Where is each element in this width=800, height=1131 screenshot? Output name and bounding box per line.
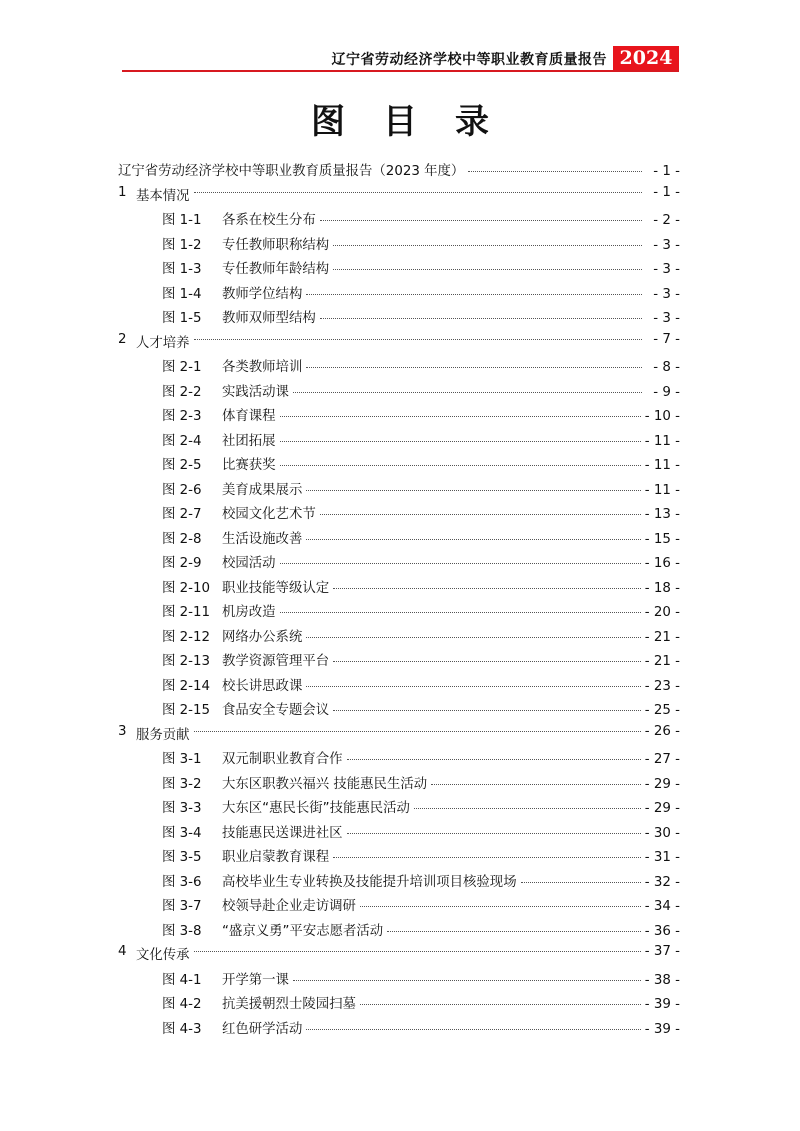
toc-entry-text: 大东区“惠民长街”技能惠民活动 — [222, 801, 410, 816]
toc-entry-number: 2 — [118, 331, 127, 347]
toc-page-number: - 25 - — [644, 703, 680, 718]
toc-figure-entry[interactable] — [118, 381, 680, 406]
toc-dot-leader — [468, 171, 642, 172]
toc-page-number: - 3 - — [653, 237, 680, 253]
toc-entry-number: 4 — [118, 944, 127, 959]
toc-entry-text: 体育课程 — [222, 409, 276, 424]
toc-entry-number: 图 2-4 — [162, 433, 202, 449]
toc-figure-entry[interactable] — [118, 871, 680, 896]
toc-dot-leader — [347, 759, 641, 760]
toc-dot-leader — [306, 686, 640, 687]
toc-entry-text: 文化传承 — [136, 948, 190, 963]
page-header — [122, 46, 679, 72]
toc-entry-number: 图 2-13 — [162, 654, 211, 669]
toc-dot-leader — [280, 612, 641, 613]
toc-page-number: - 32 - — [644, 874, 680, 890]
toc-dot-leader — [360, 906, 641, 907]
toc-section-entry[interactable] — [118, 724, 680, 749]
toc-entry-text: 食品安全专题会议 — [222, 703, 330, 718]
toc-figure-entry[interactable] — [118, 307, 680, 332]
toc-entry-text: 职业启蒙教育课程 — [222, 850, 330, 865]
toc-page-number: - 13 - — [644, 507, 680, 522]
toc-entry-label — [162, 993, 356, 1012]
toc-page-number: - 3 - — [653, 262, 680, 277]
toc-figure-entry[interactable] — [118, 430, 680, 455]
toc-entry-text: 比赛获奖 — [222, 458, 276, 473]
toc-figure-entry[interactable] — [118, 797, 680, 822]
toc-entry-number: 3 — [118, 723, 127, 739]
toc-page-number: - 29 - — [644, 776, 680, 792]
toc-entry-text: 社团拓展 — [222, 433, 276, 449]
toc-entry-label — [162, 650, 329, 669]
toc-entry-label — [162, 748, 343, 767]
toc-page-number: - 37 - — [644, 944, 680, 959]
toc-entry-label — [118, 944, 190, 963]
toc-entry-number: 图 2-2 — [162, 384, 202, 400]
toc-entry-number: 图 2-3 — [162, 409, 202, 424]
toc-figure-entry[interactable] — [118, 209, 680, 234]
toc-dot-leader — [306, 294, 642, 295]
toc-page-number: - 21 - — [644, 629, 680, 645]
toc-entry-number: 图 3-5 — [162, 850, 202, 865]
toc-entry-label — [162, 822, 343, 841]
toc-entry-label — [162, 797, 410, 816]
toc-entry-text: 专任教师年龄结构 — [222, 262, 330, 277]
toc-page-number: - 18 - — [644, 580, 680, 596]
toc-entry-label — [162, 601, 276, 620]
header-title: 辽宁省劳动经济学校中等职业教育质量报告 — [331, 52, 607, 68]
toc-entry-text: “盛京义勇”平安志愿者活动 — [222, 923, 384, 939]
toc-entry-number: 图 3-7 — [162, 899, 202, 914]
toc-figure-entry[interactable] — [118, 822, 680, 847]
toc-page-number: - 11 - — [644, 458, 680, 473]
toc-dot-leader — [194, 731, 641, 732]
toc-entry-label — [162, 356, 302, 375]
toc-page-number: - 16 - — [644, 556, 680, 571]
toc-page-number: - 10 - — [644, 409, 680, 424]
toc-dot-leader — [320, 514, 641, 515]
toc-entry-number: 图 2-7 — [162, 507, 202, 522]
toc-page-number: - 39 - — [644, 1021, 680, 1037]
toc-entry-number: 图 2-14 — [162, 678, 211, 694]
toc-entry-label — [162, 430, 276, 449]
toc-entry-number: 图 2-10 — [162, 580, 211, 596]
toc-dot-leader — [431, 784, 641, 785]
toc-figure-entry[interactable] — [118, 234, 680, 259]
toc-dot-leader — [414, 808, 641, 809]
toc-entry-text: 专任教师职称结构 — [222, 237, 330, 253]
toc-figure-entry[interactable] — [118, 920, 680, 945]
toc-dot-leader — [333, 661, 641, 662]
toc-dot-leader — [333, 857, 641, 858]
toc-figure-entry[interactable] — [118, 993, 680, 1018]
toc-dot-leader — [280, 416, 641, 417]
toc-entry-number: 图 1-4 — [162, 286, 202, 302]
toc-entry-text: 大东区职教兴福兴 技能惠民生活动 — [222, 776, 428, 792]
toc-page-number: - 36 - — [644, 923, 680, 939]
toc-dot-leader — [347, 833, 641, 834]
toc-figure-entry[interactable] — [118, 454, 680, 479]
toc-entry-label — [162, 895, 356, 914]
toc-entry-number: 图 4-2 — [162, 997, 202, 1012]
toc-figure-entry[interactable] — [118, 626, 680, 651]
toc-entry-text: 校长讲思政课 — [222, 678, 303, 694]
toc-entry-number: 图 4-3 — [162, 1021, 202, 1037]
toc-page-number: - 1 - — [653, 164, 680, 179]
toc-entry-text: 红色研学活动 — [222, 1021, 303, 1037]
toc-entry-number: 图 3-3 — [162, 801, 202, 816]
toc-entry-label — [162, 503, 316, 522]
toc-dot-leader — [333, 710, 641, 711]
toc-entry-text: 职业技能等级认定 — [222, 580, 330, 596]
toc-dot-leader — [333, 588, 641, 589]
toc-entry-text: 抗美援朝烈士陵园扫墓 — [222, 997, 356, 1012]
toc-entry-label — [162, 577, 329, 596]
toc-entry-text: 服务贡献 — [136, 727, 190, 743]
toc-dot-leader — [293, 980, 641, 981]
toc-entry-label — [162, 675, 302, 694]
toc-entry-label — [162, 454, 276, 473]
toc-figure-entry[interactable] — [118, 748, 680, 773]
toc-entry-label — [162, 307, 316, 326]
toc-figure-entry[interactable] — [118, 846, 680, 871]
toc-entry-label — [162, 773, 427, 792]
toc-entry-label — [162, 258, 329, 277]
toc-dot-leader — [360, 1004, 641, 1005]
toc-section-entry[interactable] — [118, 944, 680, 969]
toc-entry-text: 各类教师培训 — [222, 360, 303, 375]
toc-page-number: - 20 - — [644, 605, 680, 620]
toc-dot-leader — [194, 339, 642, 340]
toc-dot-leader — [320, 318, 642, 319]
toc-figure-entry[interactable] — [118, 699, 680, 724]
toc-page-number: - 23 - — [644, 678, 680, 694]
toc-entry-number: 1 — [118, 184, 127, 200]
toc-dot-leader — [306, 637, 640, 638]
toc-entry-number: 图 2-6 — [162, 482, 202, 498]
toc-entry-number: 图 3-2 — [162, 776, 202, 792]
toc-entry-number: 图 3-8 — [162, 923, 202, 939]
toc-entry-text: 高校毕业生专业转换及技能提升培训项目核验现场 — [222, 874, 517, 890]
toc-entry-number: 图 3-6 — [162, 874, 202, 890]
toc-figure-entry[interactable] — [118, 675, 680, 700]
toc-entry-number: 图 3-4 — [162, 825, 202, 841]
toc-dot-leader — [521, 882, 641, 883]
toc-figure-entry[interactable] — [118, 601, 680, 626]
toc-page-number: - 29 - — [644, 801, 680, 816]
toc-dot-leader — [333, 269, 642, 270]
toc-entry-label — [162, 871, 517, 890]
toc-page-number: - 39 - — [644, 997, 680, 1012]
header-year-badge: 2024 — [613, 46, 679, 70]
toc-entry-text: 美育成果展示 — [222, 482, 303, 498]
toc-entry-number: 图 1-2 — [162, 237, 202, 253]
toc-dot-leader — [306, 490, 640, 491]
toc-page-number: - 3 - — [653, 311, 680, 326]
toc-entry-label — [162, 528, 302, 547]
toc-entry-number: 图 2-5 — [162, 458, 202, 473]
toc-page-number: - 26 - — [644, 723, 680, 739]
toc-entry-text: 校园文化艺术节 — [222, 507, 316, 522]
toc-dot-leader — [320, 220, 642, 221]
toc-entry-label — [162, 234, 329, 253]
toc-entry-label — [118, 185, 190, 204]
toc-entry-label — [162, 699, 329, 718]
toc-entry-text: 生活设施改善 — [222, 531, 303, 547]
toc-entry-text: 技能惠民送课进社区 — [222, 825, 343, 841]
toc-entry-text: 机房改造 — [222, 605, 276, 620]
toc-entry-text: 基本情况 — [136, 188, 190, 204]
toc-entry-text: 网络办公系统 — [222, 629, 303, 645]
toc-entry-label — [118, 332, 190, 351]
toc-page-number: - 7 - — [653, 331, 680, 347]
toc-entry-label — [162, 479, 302, 498]
toc-page-number: - 31 - — [644, 850, 680, 865]
toc-dot-leader — [194, 951, 641, 952]
toc-entry-number: 图 2-1 — [162, 360, 202, 375]
toc-figure-entry[interactable] — [118, 356, 680, 381]
toc-dot-leader — [194, 192, 642, 193]
toc-figure-entry[interactable] — [118, 405, 680, 430]
toc-page-number: - 8 - — [653, 360, 680, 375]
toc-page-number: - 9 - — [653, 384, 680, 400]
toc-page-number: - 30 - — [644, 825, 680, 841]
toc-entry-label — [162, 381, 289, 400]
toc-page-number: - 15 - — [644, 531, 680, 547]
toc-figure-entry[interactable] — [118, 969, 680, 994]
toc-entry-number: 图 2-11 — [162, 605, 211, 620]
toc-figure-entry[interactable] — [118, 479, 680, 504]
toc-figure-entry[interactable] — [118, 283, 680, 308]
toc-entry-label — [162, 1018, 302, 1037]
toc-figure-entry[interactable] — [118, 577, 680, 602]
toc-page-number: - 38 - — [644, 972, 680, 988]
toc-entry-text: 双元制职业教育合作 — [222, 752, 343, 767]
toc-section-entry[interactable] — [118, 185, 680, 210]
toc-entry-text: 开学第一课 — [222, 972, 289, 988]
toc-figure-entry[interactable] — [118, 503, 680, 528]
toc-page-number: - 27 - — [644, 752, 680, 767]
toc-page-number: - 34 - — [644, 899, 680, 914]
toc-page-number: - 3 - — [653, 286, 680, 302]
toc-entry-text: 实践活动课 — [222, 384, 289, 400]
toc-entry-label — [162, 920, 383, 939]
toc-figure-entry[interactable] — [118, 1018, 680, 1043]
toc-entry-label — [162, 626, 302, 645]
toc-page-number: - 1 - — [653, 184, 680, 200]
toc-figure-entry[interactable] — [118, 895, 680, 920]
toc-entry-text: 教学资源管理平台 — [222, 654, 330, 669]
toc-entry-label — [162, 209, 316, 228]
toc-dot-leader — [306, 367, 642, 368]
toc-page-number: - 21 - — [644, 654, 680, 669]
toc-entry-label — [162, 846, 329, 865]
toc-page-number: - 11 - — [644, 482, 680, 498]
toc-entry-label — [118, 160, 464, 179]
toc-entry-number: 图 4-1 — [162, 972, 202, 988]
toc-entry-number: 图 2-8 — [162, 531, 202, 547]
toc-entry-number: 图 1-5 — [162, 311, 202, 326]
toc-dot-leader — [306, 1029, 640, 1030]
toc-page-number: - 2 - — [653, 213, 680, 228]
toc-figure-entry[interactable] — [118, 528, 680, 553]
toc-entry-number: 图 2-15 — [162, 703, 211, 718]
toc-page-number: - 11 - — [644, 433, 680, 449]
toc-entry-text: 校领导赴企业走访调研 — [222, 899, 356, 914]
toc-figure-entry[interactable] — [118, 552, 680, 577]
toc-figure-entry[interactable] — [118, 258, 680, 283]
toc-entry-text: 校园活动 — [222, 556, 276, 571]
toc-dot-leader — [280, 563, 641, 564]
toc-entry-label — [162, 405, 276, 424]
toc-entry-number: 图 1-3 — [162, 262, 202, 277]
toc-entry-number: 图 3-1 — [162, 752, 202, 767]
page-title: 图目录 — [311, 102, 527, 142]
toc-dot-leader — [280, 465, 641, 466]
toc-dot-leader — [387, 931, 641, 932]
toc-entry-text: 教师双师型结构 — [222, 311, 316, 326]
toc-entry-label — [162, 552, 276, 571]
toc-entry-label — [118, 724, 190, 743]
toc-dot-leader — [333, 245, 642, 246]
toc-dot-leader — [306, 539, 640, 540]
toc-section-entry[interactable] — [118, 332, 680, 357]
toc-entry-text: 辽宁省劳动经济学校中等职业教育质量报告（2023 年度） — [118, 164, 465, 179]
toc-figure-entry[interactable] — [118, 773, 680, 798]
toc-entry-text: 人才培养 — [136, 335, 190, 351]
toc-dot-leader — [280, 441, 641, 442]
toc-entry-number: 图 2-9 — [162, 556, 202, 571]
toc-entry-text: 教师学位结构 — [222, 286, 303, 302]
toc-entry-label — [162, 969, 289, 988]
toc-entry-number: 图 1-1 — [162, 213, 202, 228]
toc-section-entry[interactable] — [118, 160, 680, 185]
toc-entry-label — [162, 283, 302, 302]
toc-figure-entry[interactable] — [118, 650, 680, 675]
toc-entry-text: 各系在校生分布 — [222, 213, 316, 228]
toc-entry-number: 图 2-12 — [162, 629, 211, 645]
toc-dot-leader — [293, 392, 642, 393]
table-of-figures — [118, 160, 680, 1042]
